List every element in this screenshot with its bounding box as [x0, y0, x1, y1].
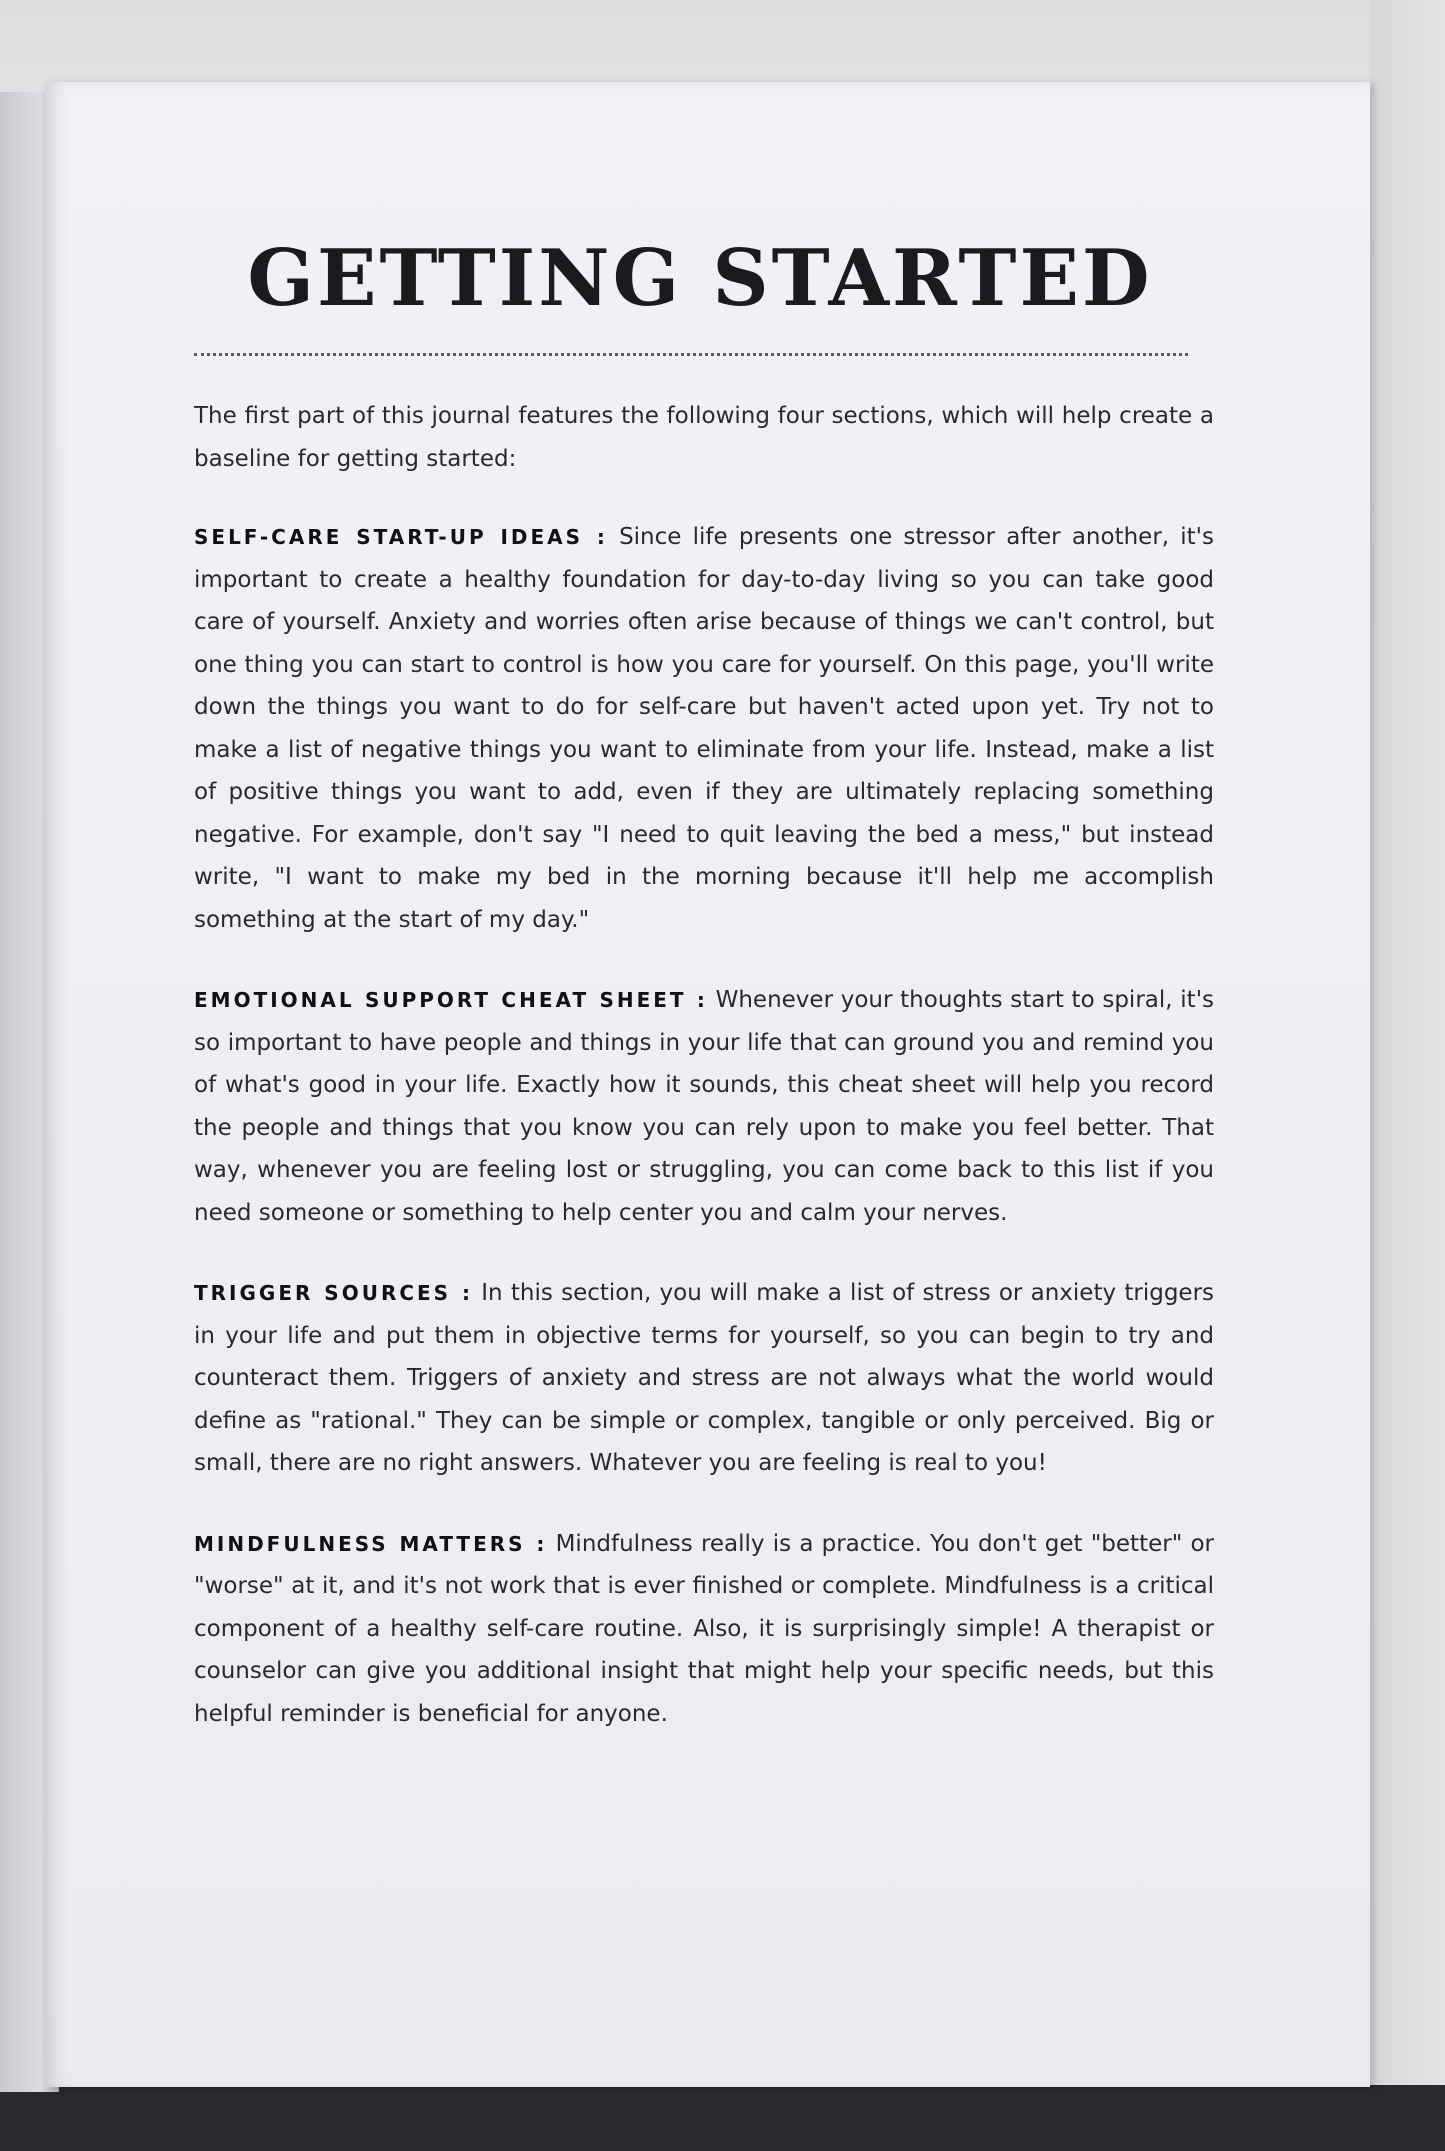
section-heading: EMOTIONAL SUPPORT CHEAT SHEET : [194, 988, 708, 1012]
section-self-care [194, 516, 1214, 941]
section-body: Mindfulness really is a practice. You don't get "better" or "worse" at it, and it's not work that is ever finished or complete. Mindfulness is a critical component of a healthy self-care routine. Also, it is surprisingly simple! A therapist or counselor can give you additional insight that might help your specific needs, but this helpful reminder is beneficial for anyone. [194, 1530, 1214, 1727]
page-title: GETTING STARTED [247, 233, 1153, 324]
intro-paragraph: The first part of this journal features the following four sections, which will help create a baseline for getting started: [194, 403, 1214, 472]
section-body: Whenever your thoughts start to spiral, it's so important to have people and things in your life that can ground you and remind you of what's good in your life. Exactly how it sounds, this cheat sheet will help you record the people and things that you know you can rely upon to make you feel better. That way, whenever you are feeling lost or struggling, you can come back to this list if you need someone or something to help center you and calm your nerves. [194, 987, 1214, 1226]
section-heading: MINDFULNESS MATTERS : [194, 1531, 548, 1556]
dotted-divider [194, 353, 1188, 356]
section-heading: TRIGGER SOURCES : [194, 1281, 473, 1305]
section-heading: SELF-CARE START-UP IDEAS : [194, 525, 608, 549]
background-right [1370, 0, 1445, 2151]
page-content [194, 395, 1214, 1773]
section-emotional-support [194, 979, 1214, 1234]
background-bottom [0, 2085, 1445, 2151]
section-mindfulness [194, 1523, 1214, 1736]
section-body: Since life presents one stressor after another, it's important to create a healthy foundation for day-to-day living so you can take good care of yourself. Anxiety and worries often arise because of things we can't control, but one thing you can start to control is how you care for yourself. On this page, you'll write down the things you want to do for self-care but haven't acted upon yet. Try not to make a list of negative things you want to eliminate from your life. Instead, make a list of positive things you want to add, even if they are ultimately replacing something negative. For example, don't say "I need to quit leaving the bed a mess," but instead write, "I want to make my bed in the morning because it'll help me accomplish something at the start of my day." [194, 524, 1214, 933]
section-trigger-sources [194, 1272, 1214, 1485]
section-body: In this section, you will make a list of stress or anxiety triggers in your life and put them in objective terms for yourself, so you can begin to try and counteract them. Triggers of anxiety and stress are not always what the world would define as "rational." They can be simple or complex, tangible or only perceived. Big or small, there are no right answers. Whatever you are feeling is real to you! [194, 1280, 1215, 1476]
